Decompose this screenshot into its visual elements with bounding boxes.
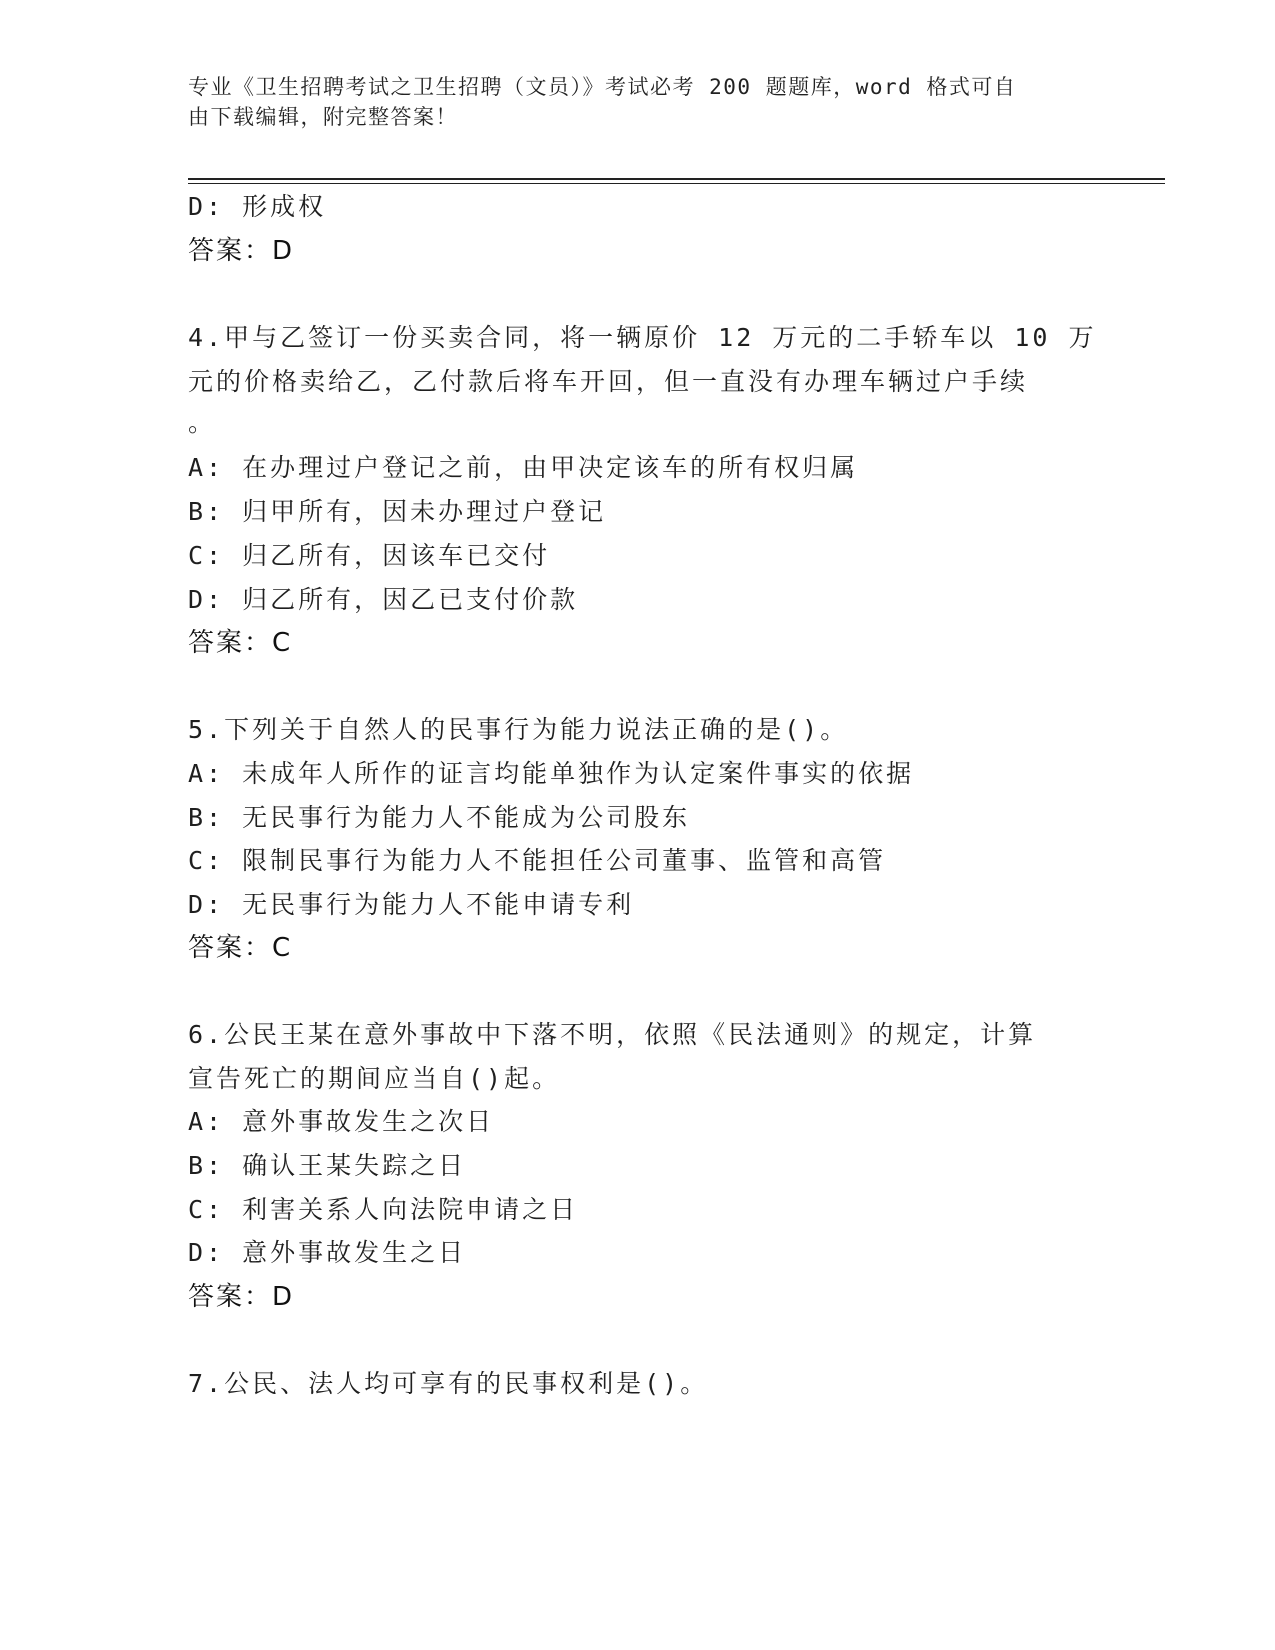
q4-answer: 答案：C (188, 628, 293, 658)
q3-answer: 答案：D (188, 236, 295, 266)
q6-stem-line-2: 宣告死亡的期间应当自()起。 (188, 1064, 561, 1093)
q6-option-d: D: 意外事故发生之日 (188, 1238, 467, 1267)
q5-option-b: B: 无民事行为能力人不能成为公司股东 (188, 803, 691, 832)
q6-answer: 答案：D (188, 1282, 295, 1312)
q4-option-c: C: 归乙所有，因该车已交付 (188, 541, 551, 570)
q6-option-a: A: 意外事故发生之次日 (188, 1107, 495, 1136)
q3-option-d: D: 形成权 (188, 192, 327, 221)
header-line-2: 由下载编辑，附完整答案！ (188, 105, 458, 129)
q4-stem-line-3: 。 (188, 408, 217, 437)
q5-stem-line-1: 5.下列关于自然人的民事行为能力说法正确的是()。 (188, 715, 849, 744)
q6-option-c: C: 利害关系人向法院申请之日 (188, 1195, 579, 1224)
q5-answer: 答案：C (188, 933, 293, 963)
document-header (188, 72, 1068, 132)
q4-stem-line-2: 元的价格卖给乙，乙付款后将车开回，但一直没有办理车辆过户手续 (188, 367, 1029, 396)
header-divider-thick (188, 178, 1165, 180)
q5-option-d: D: 无民事行为能力人不能申请专利 (188, 890, 635, 919)
q4-option-d: D: 归乙所有，因乙已支付价款 (188, 585, 579, 614)
q5-option-c: C: 限制民事行为能力人不能担任公司董事、监管和高管 (188, 846, 887, 875)
q4-option-a: A: 在办理过户登记之前，由甲决定该车的所有权归属 (188, 453, 859, 482)
q4-stem-line-1: 4.甲与乙签订一份买卖合同，将一辆原价 12 万元的二手轿车以 10 万 (188, 323, 1097, 352)
q7-stem-line-1: 7.公民、法人均可享有的民事权利是()。 (188, 1369, 709, 1398)
q6-stem-line-1: 6.公民王某在意外事故中下落不明，依照《民法通则》的规定，计算 (188, 1020, 1037, 1049)
q4-option-b: B: 归甲所有，因未办理过户登记 (188, 497, 607, 526)
q5-option-a: A: 未成年人所作的证言均能单独作为认定案件事实的依据 (188, 759, 915, 788)
header-divider-thin (188, 183, 1165, 184)
header-line-1: 专业《卫生招聘考试之卫生招聘（文员）》考试必考 200 题题库，word 格式可自 (188, 75, 1017, 99)
q6-option-b: B: 确认王某失踪之日 (188, 1151, 467, 1180)
